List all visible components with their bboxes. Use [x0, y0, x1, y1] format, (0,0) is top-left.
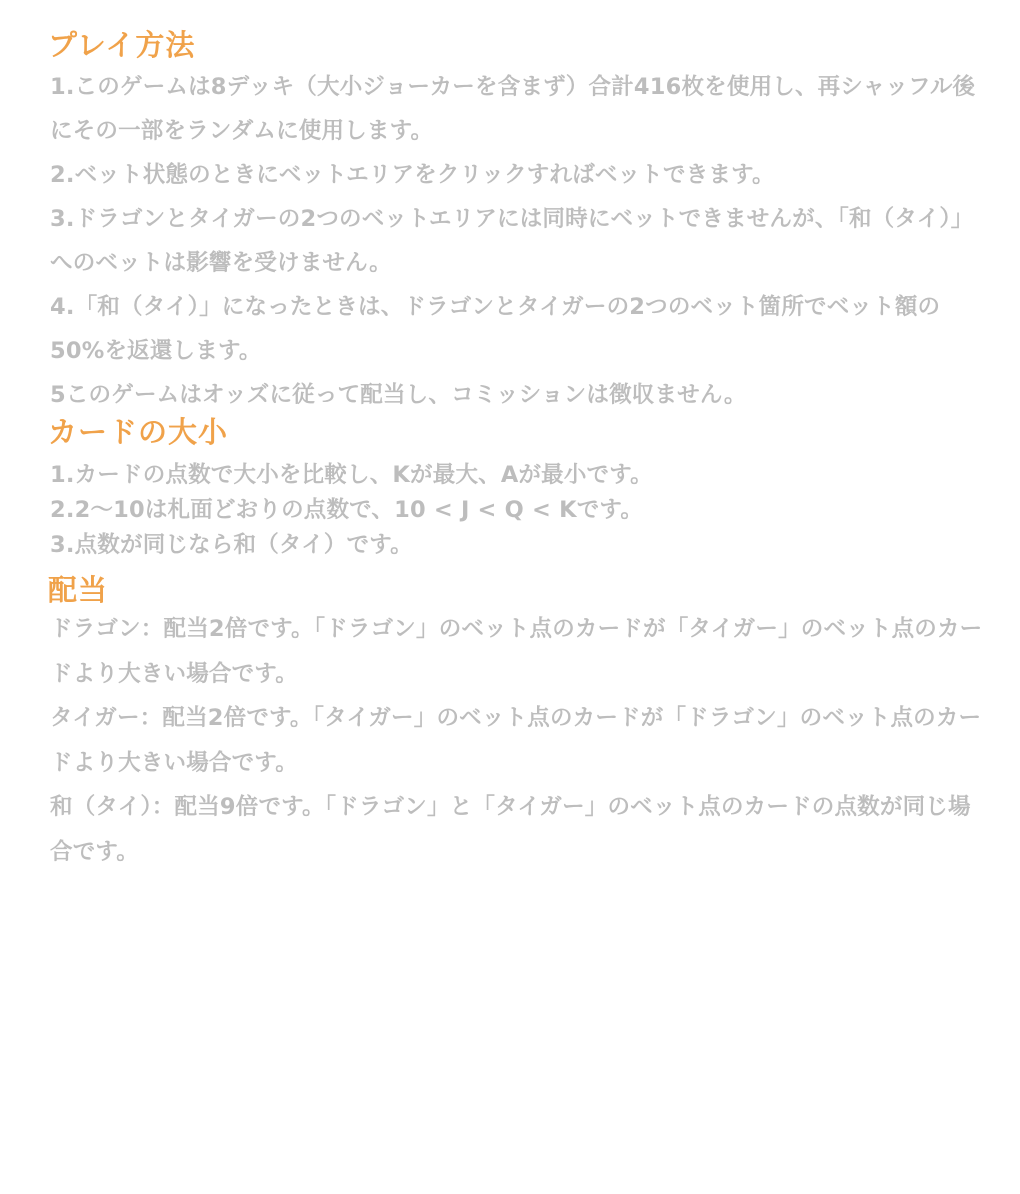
payout-tiger: タイガー：配当2倍です。「タイガー」のベット点のカードが「ドラゴン」のベット点のカードより大きい場合です。	[50, 705, 982, 776]
rule-item: 3.ドラゴンとタイガーの2つのベットエリアには同時にベットできませんが、「和（タイ）」へのベットは影響を受けません。	[50, 205, 974, 276]
rules-list-card-ranking	[48, 458, 988, 563]
section-payout	[48, 573, 988, 875]
rules-list-how-to-play	[48, 65, 988, 417]
rule-item: 1.カードの点数で大小を比較し、Kが最大、Aが最小です。	[50, 461, 653, 488]
rule-item: 1.このゲームは8デッキ（大小ジョーカーを含まず）合計416枚を使用し、再シャッフル後にその一部をランダムに使用します。	[50, 73, 976, 144]
rule-item: 5このゲームはオッズに従って配当し、コミッションは徴収ません。	[50, 381, 747, 408]
rule-item: 2.ベット状態のときにベットエリアをクリックすればベットできます。	[50, 161, 775, 188]
rules-list-payout	[48, 607, 988, 874]
payout-tie: 和（タイ）：配当9倍です。「ドラゴン」と「タイガー」のベット点のカードの点数が同じ場合です。	[50, 794, 971, 865]
section-title-payout: 配当	[48, 572, 109, 607]
section-title-card-ranking: カードの大小	[48, 414, 229, 449]
rule-item: 3.点数が同じなら和（タイ）です。	[50, 531, 413, 558]
rules-page	[48, 28, 988, 874]
rule-item: 2.2～10は札面どおりの点数で、10 < J < Q < Kです。	[50, 496, 644, 523]
rule-item: 4.「和（タイ）」になったときは、ドラゴンとタイガーの2つのベット箇所でベット額の50%を返還します。	[50, 293, 941, 364]
section-how-to-play	[48, 28, 988, 417]
payout-dragon: ドラゴン：配当2倍です。「ドラゴン」のベット点のカードが「タイガー」のベット点のカードより大きい場合です。	[50, 616, 983, 687]
section-card-ranking	[48, 415, 988, 563]
section-title-how-to-play: プレイ方法	[48, 28, 196, 62]
